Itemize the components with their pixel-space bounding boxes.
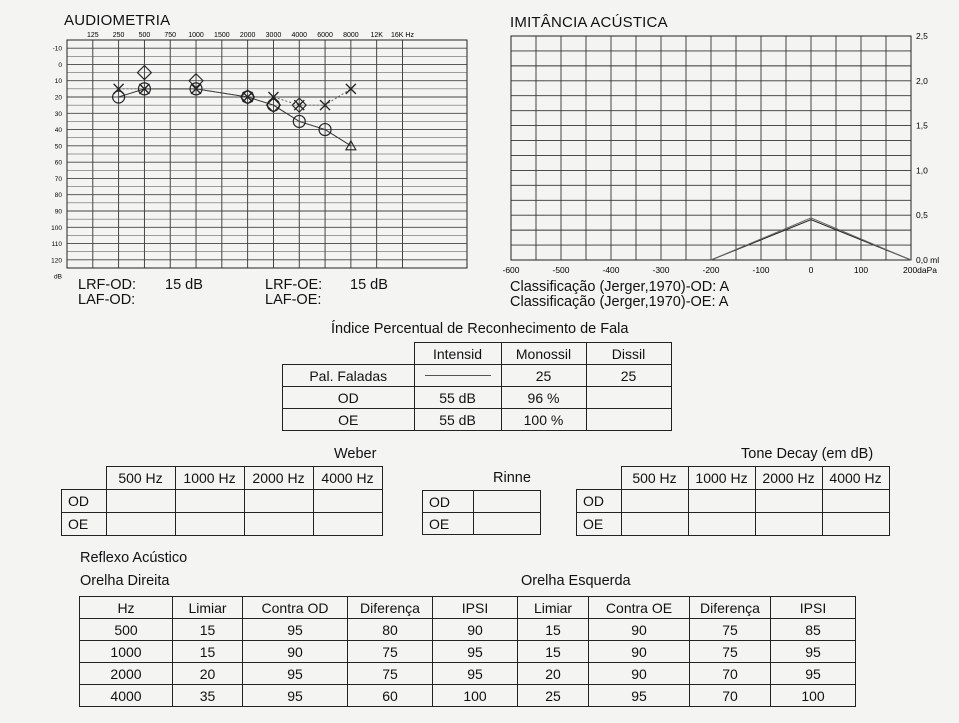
reflexo-od-table xyxy=(79,596,518,707)
iprf-title: Índice Percentual de Reconhecimento de Fala xyxy=(331,321,629,337)
reflexo-oe-cell: 100 xyxy=(771,685,856,707)
reflexo-od-cell: 95 xyxy=(243,685,348,707)
reflexo-oe-cell: 70 xyxy=(690,663,771,685)
iprf-row-label: OE xyxy=(283,409,415,431)
tone-decay-corner xyxy=(577,467,622,490)
reflexo-od-header: IPSI xyxy=(433,597,518,619)
reflexo-od-cell: 95 xyxy=(243,663,348,685)
iprf-row-label: Pal. Faladas xyxy=(283,365,415,387)
class-oe: Classificação (Jerger,1970)-OE: A xyxy=(510,294,729,310)
reflexo-oe-header: IPSI xyxy=(771,597,856,619)
reflexo-od-cell: 95 xyxy=(243,619,348,641)
rinne-row-label: OD xyxy=(423,491,474,513)
reflexo-oe-cell: 90 xyxy=(589,663,690,685)
weber-row-label: OD xyxy=(62,490,107,513)
reflexo-od-title: Orelha Direita xyxy=(80,573,170,589)
tympanogram-y-label: 1,5 xyxy=(916,120,928,131)
reflexo-od-cell: 95 xyxy=(433,663,518,685)
reflexo-oe-cell: 90 xyxy=(589,641,690,663)
iprf-header: Dissil xyxy=(586,343,671,365)
reflexo-oe-cell: 25 xyxy=(518,685,589,707)
reflexo-oe-header: Diferença xyxy=(690,597,771,619)
reflexo-oe-cell: 20 xyxy=(518,663,589,685)
audiogram-db-label: 30 xyxy=(54,110,62,118)
audiogram-freq-label: 125 xyxy=(86,32,99,39)
laf-oe-label: LAF-OE: xyxy=(265,292,322,308)
audiogram-freq-label: 16K Hz xyxy=(390,32,414,39)
iprf-cell xyxy=(414,365,501,387)
tone-decay-table xyxy=(576,466,890,536)
tympanogram-y-label: 0,0 ml xyxy=(916,255,940,265)
weber-cell xyxy=(244,513,313,536)
tympanogram-x-label: -100 xyxy=(752,265,770,275)
tympanogram-chart xyxy=(495,28,957,280)
weber-cell xyxy=(244,490,313,513)
iprf-cell xyxy=(586,387,671,409)
audiogram-db-label: 60 xyxy=(54,159,62,167)
iprf-cell: 55 dB xyxy=(414,387,501,409)
rinne-table xyxy=(422,490,541,535)
audiogram-db-label: 110 xyxy=(51,241,62,249)
tone-decay-cell xyxy=(688,513,755,536)
tone-decay-cell xyxy=(621,490,688,513)
tympanogram-x-label: -300 xyxy=(652,265,670,275)
tone-decay-title: Tone Decay (em dB) xyxy=(741,446,874,462)
imitancia-title: IMITÂNCIA ACÚSTICA xyxy=(510,14,668,31)
reflexo-oe-cell: 85 xyxy=(771,619,856,641)
audiogram-freq-label: 4000 xyxy=(291,32,308,39)
rinne-row-label: OE xyxy=(423,513,474,535)
lrf-oe-value: 15 dB xyxy=(350,277,388,293)
iprf-cell xyxy=(586,409,671,431)
weber-cell xyxy=(175,490,244,513)
iprf-corner xyxy=(283,343,415,365)
tone-decay-cell xyxy=(822,513,889,536)
reflexo-od-cell: 75 xyxy=(348,663,433,685)
iprf-header: Monossil xyxy=(501,343,586,365)
tympanogram-x-label: 0 xyxy=(808,265,814,275)
reflexo-od-cell: 80 xyxy=(348,619,433,641)
audiogram-freq-label: 12K xyxy=(370,32,383,39)
weber-cell xyxy=(313,513,382,536)
iprf-cell: 25 xyxy=(501,365,586,387)
weber-cell xyxy=(106,513,175,536)
tympanogram-x-label: -600 xyxy=(502,265,520,275)
weber-cell xyxy=(106,490,175,513)
reflexo-od-cell: 20 xyxy=(173,663,243,685)
reflexo-oe-cell: 15 xyxy=(518,641,589,663)
reflexo-oe-cell: 75 xyxy=(690,619,771,641)
reflexo-od-header: Hz xyxy=(80,597,173,619)
tone-decay-cell xyxy=(755,513,822,536)
tympanogram-y-label: 2,0 xyxy=(916,75,928,86)
audiogram-freq-label: 750 xyxy=(164,32,177,39)
weber-row-label: OE xyxy=(62,513,107,536)
weber-corner xyxy=(62,467,107,490)
iprf-cell: 25 xyxy=(586,365,671,387)
reflexo-od-cell: 95 xyxy=(433,641,518,663)
iprf-cell: 55 dB xyxy=(414,409,501,431)
audiogram-db-label: dB xyxy=(54,273,62,280)
tone-decay-header: 2000 Hz xyxy=(755,467,822,490)
audiogram-db-label: 70 xyxy=(54,175,62,183)
reflexo-od-cell: 15 xyxy=(173,619,243,641)
weber-table xyxy=(61,466,383,536)
tympanogram-x-label: -400 xyxy=(602,265,620,275)
weber-cell xyxy=(175,513,244,536)
audiogram-db-label: 0 xyxy=(58,61,62,69)
tone-decay-cell xyxy=(755,490,822,513)
audiogram-db-label: 20 xyxy=(54,94,62,102)
weber-header: 4000 Hz xyxy=(313,467,382,490)
audiogram-freq-label: 1500 xyxy=(214,32,230,39)
iprf-cell: 100 % xyxy=(501,409,586,431)
lrf-od-value: 15 dB xyxy=(165,277,203,293)
tone-decay-row-label: OE xyxy=(577,513,622,536)
reflexo-title: Reflexo Acústico xyxy=(80,550,188,566)
reflexo-oe-header: Contra OE xyxy=(589,597,690,619)
tympanogram-x-label: 200daPa xyxy=(903,265,938,275)
audiogram-db-label: 50 xyxy=(54,143,62,151)
audiogram-db-label: 80 xyxy=(54,192,62,200)
audiogram-freq-label: 500 xyxy=(138,32,151,39)
reflexo-od-cell: 60 xyxy=(348,685,433,707)
iprf-cell: 96 % xyxy=(501,387,586,409)
audiogram-db-label: 10 xyxy=(54,78,62,86)
audiometria-title: AUDIOMETRIA xyxy=(64,12,171,29)
lrf-oe-label: LRF-OE: xyxy=(265,277,323,293)
reflexo-od-cell: 15 xyxy=(173,641,243,663)
audiogram-chart xyxy=(30,30,470,280)
audiogram-freq-label: 3000 xyxy=(265,32,282,39)
reflexo-oe-table xyxy=(517,596,856,707)
reflexo-oe-header: Limiar xyxy=(518,597,589,619)
tone-decay-cell xyxy=(621,513,688,536)
reflexo-od-cell: 90 xyxy=(433,619,518,641)
reflexo-od-cell: 90 xyxy=(243,641,348,663)
reflexo-oe-title: Orelha Esquerda xyxy=(521,573,631,589)
reflexo-od-header: Diferença xyxy=(348,597,433,619)
audiogram-db-label: 120 xyxy=(51,257,62,265)
tone-decay-row-label: OD xyxy=(577,490,622,513)
iprf-table xyxy=(282,342,672,431)
weber-title: Weber xyxy=(334,446,377,462)
reflexo-oe-cell: 95 xyxy=(771,641,856,663)
reflexo-oe-cell: 70 xyxy=(690,685,771,707)
weber-header: 500 Hz xyxy=(106,467,175,490)
audiogram-freq-label: 8000 xyxy=(343,32,359,39)
tympanogram-y-label: 0,5 xyxy=(916,210,928,221)
tone-decay-cell xyxy=(822,490,889,513)
tone-decay-cell xyxy=(688,490,755,513)
reflexo-od-header: Contra OD xyxy=(243,597,348,619)
tympanogram-x-label: 100 xyxy=(853,265,869,275)
class-od: Classificação (Jerger,1970)-OD: A xyxy=(510,279,730,295)
audiogram-db-label: 40 xyxy=(54,127,62,135)
dash-line xyxy=(425,375,491,376)
weber-header: 2000 Hz xyxy=(244,467,313,490)
lrf-od-label: LRF-OD: xyxy=(78,277,136,293)
rinne-cell xyxy=(474,513,541,535)
audiogram-db-label: -10 xyxy=(52,45,62,53)
reflexo-oe-cell: 90 xyxy=(589,619,690,641)
reflexo-od-header: Limiar xyxy=(173,597,243,619)
tone-decay-header: 4000 Hz xyxy=(822,467,889,490)
reflexo-od-cell: 100 xyxy=(433,685,518,707)
tone-decay-header: 500 Hz xyxy=(621,467,688,490)
reflexo-oe-cell: 15 xyxy=(518,619,589,641)
tone-decay-header: 1000 Hz xyxy=(688,467,755,490)
reflexo-od-cell: 75 xyxy=(348,641,433,663)
reflexo-od-cell: 4000 xyxy=(80,685,173,707)
audiogram-db-label: 100 xyxy=(51,224,62,232)
reflexo-od-cell: 35 xyxy=(173,685,243,707)
iprf-header: Intensid xyxy=(414,343,501,365)
reflexo-od-cell: 1000 xyxy=(80,641,173,663)
reflexo-oe-cell: 95 xyxy=(771,663,856,685)
rinne-cell xyxy=(474,491,541,513)
weber-cell xyxy=(313,490,382,513)
tympanogram-y-label: 2,5 xyxy=(916,31,928,41)
tympanogram-x-label: -500 xyxy=(552,265,570,275)
tympanogram-x-label: -200 xyxy=(702,265,720,275)
reflexo-od-cell: 2000 xyxy=(80,663,173,685)
audiogram-freq-label: 1000 xyxy=(188,32,204,39)
laf-od-label: LAF-OD: xyxy=(78,292,136,308)
audiogram-freq-label: 2000 xyxy=(239,32,256,39)
audiogram-db-label: 90 xyxy=(54,208,62,216)
tympanogram-y-label: 1,0 xyxy=(916,165,928,176)
iprf-row-label: OD xyxy=(283,387,415,409)
reflexo-oe-cell: 75 xyxy=(690,641,771,663)
rinne-title: Rinne xyxy=(493,470,531,486)
weber-header: 1000 Hz xyxy=(175,467,244,490)
reflexo-oe-cell: 95 xyxy=(589,685,690,707)
reflexo-od-cell: 500 xyxy=(80,619,173,641)
audiogram-freq-label: 6000 xyxy=(317,32,333,39)
audiogram-freq-label: 250 xyxy=(112,32,125,39)
